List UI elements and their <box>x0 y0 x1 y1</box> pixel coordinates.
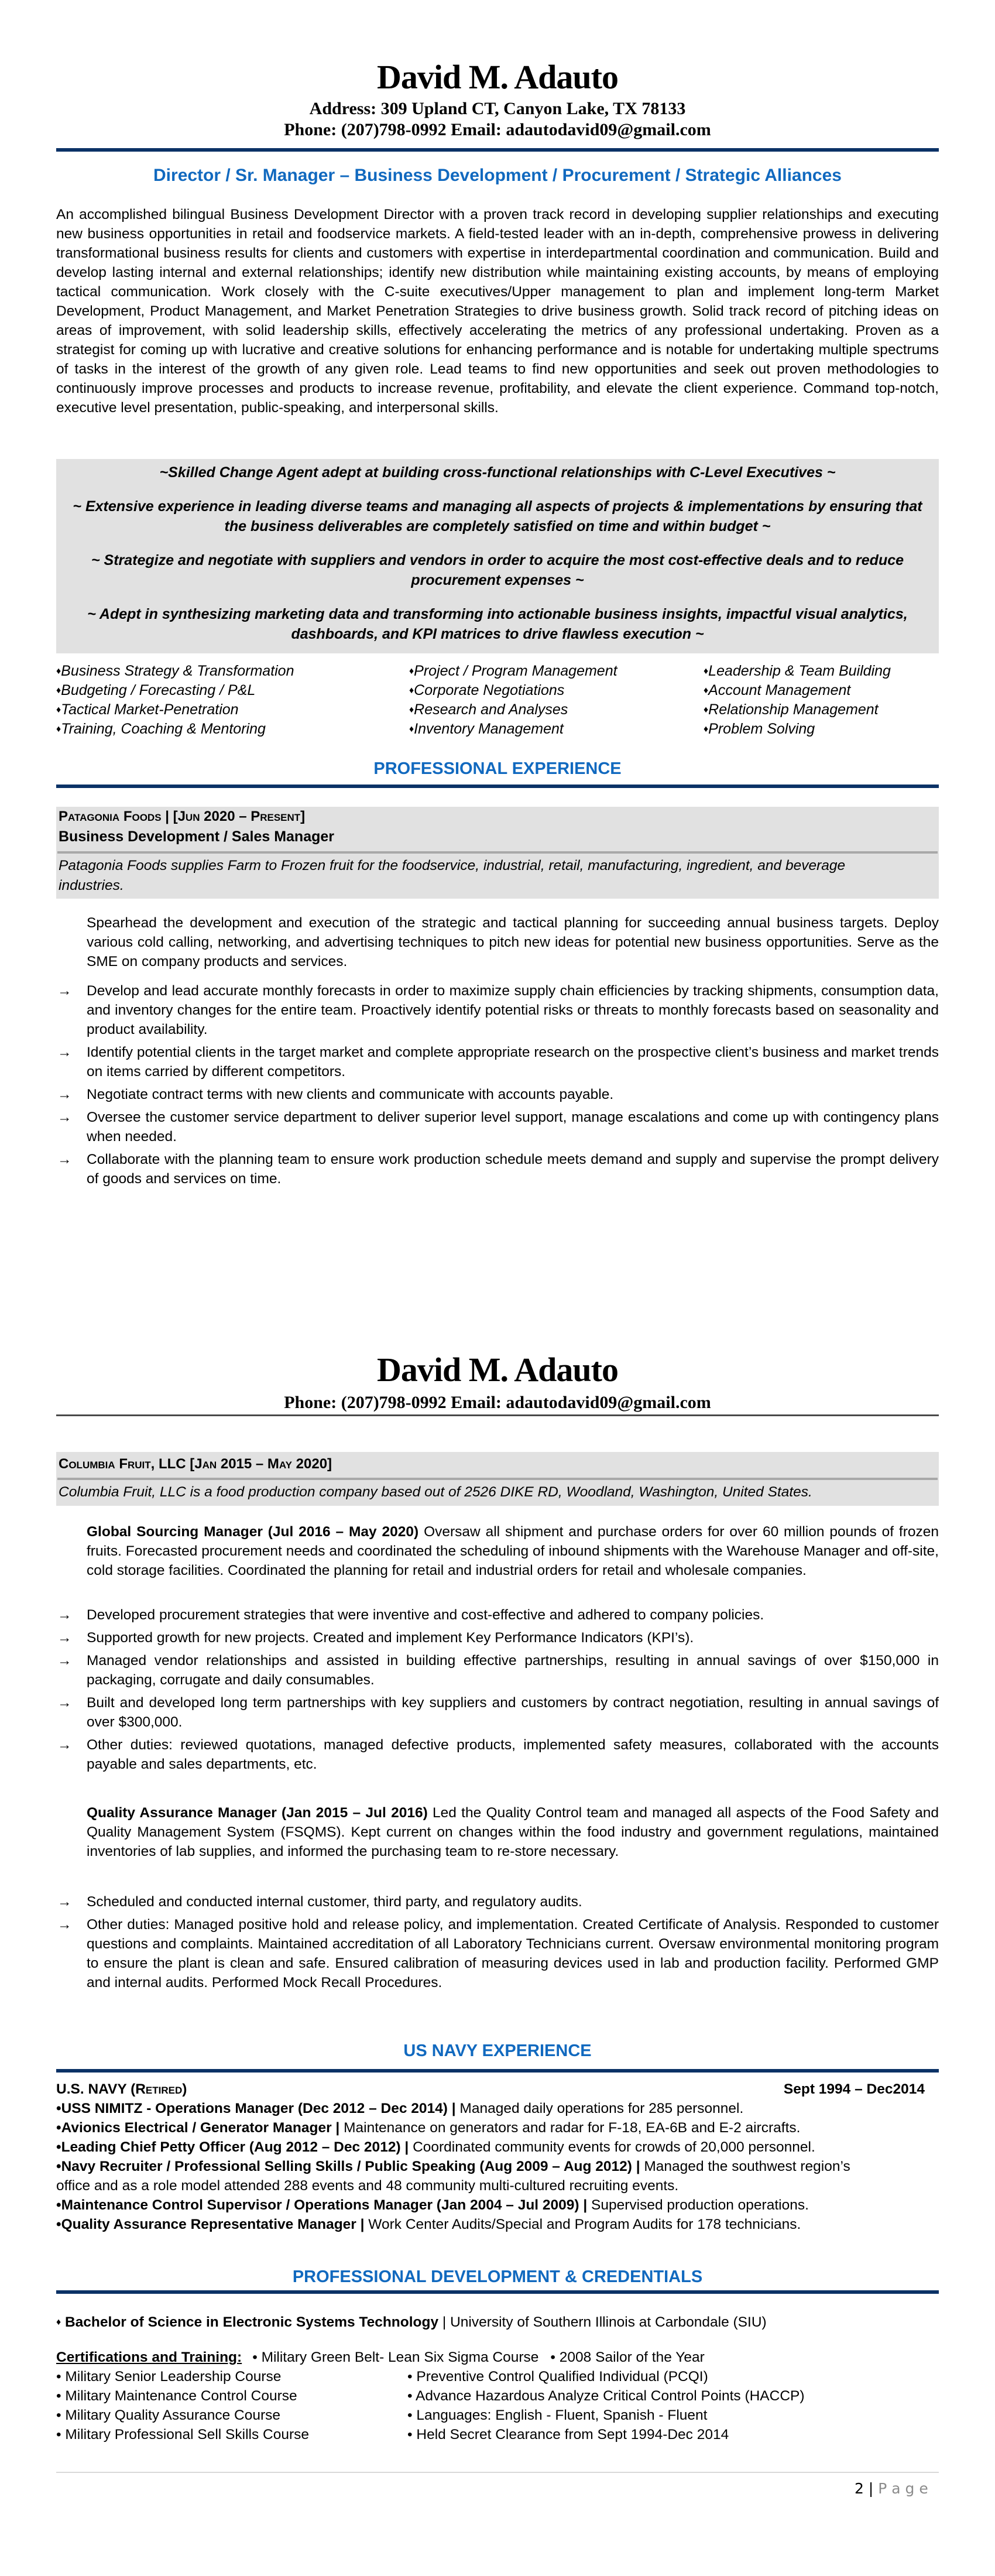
navy-item: •Quality Assurance Representative Manager | Work Center Audits/Special and Program Audits for 178 technicians. <box>56 2217 801 2232</box>
degree: Bachelor of Science in Electronic Systems Technology <box>64 2314 439 2330</box>
skill-item: ♦ Research and Analyses <box>409 700 704 720</box>
arrow-icon: → <box>57 1087 72 1102</box>
bullet-item: → Develop and lead accurate monthly forecasts in order to maximize supply chain efficiencies by tracking shipments, consumption data, and inventory changes for the entire team. Proactively identify potential risks or threats to monthly forecasts based on seasonality and product availability. <box>56 981 939 1039</box>
cert-row: • Military Professional Sell Skills Course • Held Secret Clearance from Sept 1994-Dec 2014 <box>56 2427 729 2443</box>
education-line <box>56 2313 939 2332</box>
cert-row: • Military Quality Assurance Course • Languages: English - Fluent, Spanish - Fluent <box>56 2407 708 2423</box>
skill-item: ♦ Budgeting / Forecasting / P&L <box>56 681 409 700</box>
section-divider <box>56 2290 939 2294</box>
arrow-icon: → <box>57 1607 72 1623</box>
arrow-icon: → <box>57 1044 72 1060</box>
arrow-icon: → <box>57 1630 72 1646</box>
patagonia-bullets <box>56 981 939 1192</box>
bullet-item: → Supported growth for new projects. Created and implement Key Performance Indicators (KPI’s). <box>56 1628 939 1647</box>
navy-item: •Maintenance Control Supervisor / Operations Manager (Jan 2004 – Jul 2009) | Supervised production operations. <box>56 2197 809 2213</box>
arrow-icon: → <box>57 1917 72 1933</box>
navy-item: •USS NIMITZ - Operations Manager (Dec 2012 – Dec 2014) | Managed daily operations for 285 personnel. <box>56 2101 744 2116</box>
navy-item: •Leading Chief Petty Officer (Aug 2012 – Dec 2012) | Coordinated community events for crowds of 20,000 personnel. <box>56 2139 815 2155</box>
arrow-icon: → <box>57 1695 72 1711</box>
job-title: Quality Assurance Manager (Jan 2015 – Jul 2016) <box>87 1805 428 1821</box>
company-name-dates: Columbia Fruit, LLC [Jan 2015 – May 2020] <box>59 1456 332 1472</box>
skill-item: ♦ Corporate Negotiations <box>409 681 704 700</box>
navy-header <box>56 2080 939 2099</box>
gsm-bullets <box>56 1605 939 1777</box>
cert-item: • Military Green Belt- Lean Six Sigma Course <box>252 2349 539 2365</box>
qam-bullets <box>56 1892 939 1996</box>
section-title-experience: PROFESSIONAL EXPERIENCE <box>373 759 622 778</box>
patagonia-header-box <box>56 807 939 899</box>
patagonia-intro: Spearhead the development and execution of the strategic and tactical planning for succeeding annual business targets. Deploy various cold calling, networking, and advertising techniques to pitch new ideas for potential new business opportunities. Serve as the SME on company products and services. <box>87 915 939 970</box>
skill-item: ♦ Problem Solving <box>704 720 891 739</box>
job-title: Business Development / Sales Manager <box>59 828 335 845</box>
page-label: P a g e <box>878 2480 928 2497</box>
footer-divider <box>56 2472 939 2473</box>
skills-column-2 <box>409 662 704 739</box>
cert-row: • Military Senior Leadership Course • Preventive Control Qualified Individual (PCQI) <box>56 2369 708 2385</box>
bullet-item: → Collaborate with the planning team to ensure work production schedule meets demand and supply and supervise the prompt delivery of goods and services on time. <box>56 1150 939 1188</box>
tagline: ~Skilled Change Agent adept at building cross-functional relationships with C-Level Executives ~ <box>159 464 836 481</box>
page-footer: 2 | P a g e <box>855 2480 928 2497</box>
arrow-icon: → <box>57 1152 72 1167</box>
job-title: Global Sourcing Manager (Jul 2016 – May 2020) <box>87 1524 419 1540</box>
school: | University of Southern Illinois at Carbondale (SIU) <box>438 2314 767 2330</box>
skill-item: ♦ Inventory Management <box>409 720 704 739</box>
bullet-item: → Built and developed long term partnerships with key suppliers and customers by contract negotiation, resulting in annual savings of over $300,000. <box>56 1693 939 1732</box>
certifications <box>56 2348 939 2444</box>
company-description: Columbia Fruit, LLC is a food production company based out of 2526 DIKE RD, Woodland, Washington, United States. <box>59 1484 812 1500</box>
tagline: ~ Extensive experience in leading diverse teams and managing all aspects of projects & implementations by ensuring that the business deliverables are completely satisfied on time and within budget ~ <box>73 498 922 535</box>
section-divider <box>56 785 939 788</box>
candidate-name: David M. Adauto <box>376 58 618 96</box>
core-skills <box>56 662 939 739</box>
skill-item: ♦ Relationship Management <box>704 700 891 720</box>
arrow-icon: → <box>57 1653 72 1669</box>
bullet-item: → Other duties: Managed positive hold and release policy, and implementation. Created Certificate of Analysis. Responded to customer questions and complaints. Maintained accreditation of all Laboratory Technicians current. Oversaw environmental monitoring program to ensure the plant is clean and safe. Ensured calibration of measuring devices used in lab and production facility. Performed GMP and internal audits. Performed Mock Recall Procedures. <box>56 1915 939 1992</box>
columbia-header-box <box>56 1452 939 1506</box>
skills-column-3 <box>704 662 891 739</box>
cert-row: • Military Maintenance Control Course • Advance Hazardous Analyze Critical Control Points (HACCP) <box>56 2388 805 2404</box>
professional-summary: An accomplished bilingual Business Development Director with a proven track record in developing supplier relationships and executing new business opportunities in retail and foodservice markets. A field-tested leader with an in-depth, comprehensive prowess in delivering transformational business results for clients and customers with expertise in interdepartmental coordination and communication. Build and develop lasting internal and external relationships; identify new distribution while maintaining existing accounts, by means of employing tactical communication. Work closely with the C-suite executives/Upper management to plan and implement long-term Market Development, Product Management, and Market Penetration Strategies to drive business growth. Solid track record of pitching ideas on areas of improvement, with solid leadership skills, effectively accelerating the metrics of any professional undertaking. Proven as a strategist for coming up with lucrative and creative solutions for enhancing performance and is notable for undertaking multiple spectrums of tasks in the interest of the growth of any given role. Lead teams to find new opportunities and seek out proven methodologies to continuously improve processes and products to increase revenue, profitability, and elevate the client experience. Command top-notch, executive level presentation, public-speaking, and interpersonal skills. <box>56 207 939 416</box>
section-divider <box>56 2069 939 2073</box>
skill-item: ♦ Training, Coaching & Mentoring <box>56 720 409 739</box>
diamond-bullet-icon: ♦ <box>56 2317 61 2327</box>
skills-column-1 <box>56 662 409 739</box>
bullet-item: → Scheduled and conducted internal customer, third party, and regulatory audits. <box>56 1892 939 1912</box>
tagline: ~ Strategize and negotiate with suppliers and vendors in order to acquire the most cost-effective deals and to reduce procurement expenses ~ <box>91 552 904 588</box>
cert-header-row <box>56 2348 939 2367</box>
navy-item: •Avionics Electrical / Generator Manager | Maintenance on generators and radar for F-18, EA-6B and E-2 aircrafts. <box>56 2120 801 2136</box>
tagline-box <box>56 459 939 653</box>
bullet-item: → Other duties: reviewed quotations, managed defective products, implemented safety measures, collaborated with the accounts payable and sales departments, etc. <box>56 1735 939 1774</box>
navy-dates: Sept 1994 – Dec2014 <box>783 2081 925 2097</box>
company-divider <box>57 1478 938 1480</box>
cert-label: Certifications and Training: <box>56 2349 242 2365</box>
cert-item: • 2008 Sailor of the Year <box>550 2349 705 2365</box>
skill-item: ♦ Tactical Market-Penetration <box>56 700 409 720</box>
arrow-icon: → <box>57 1109 72 1125</box>
navy-experience <box>56 2080 939 2234</box>
skill-item: ♦ Account Management <box>704 681 891 700</box>
header-divider <box>56 1414 939 1416</box>
candidate-name: David M. Adauto <box>376 1351 618 1389</box>
bullet-item: → Managed vendor relationships and assisted in building effective partnerships, resulting in annual savings of over $150,000 in packaging, corrugate and daily consumables. <box>56 1651 939 1690</box>
navy-item: •Navy Recruiter / Professional Selling Skills / Public Speaking (Aug 2009 – Aug 2012) | Managed the southwest region’s office and as a role model attended 288 events and 48 community multi-cultured recruiting events. <box>56 2159 850 2194</box>
arrow-icon: → <box>57 1737 72 1753</box>
bullet-item: → Oversee the customer service department to deliver superior level support, manage escalations and come up with contingency plans when needed. <box>56 1108 939 1146</box>
company-name-dates: Patagonia Foods | [Jun 2020 – Present] <box>59 809 306 824</box>
headline: Director / Sr. Manager – Business Development / Procurement / Strategic Alliances <box>153 166 842 185</box>
resume-header <box>56 59 939 141</box>
company-divider <box>57 851 938 854</box>
company-description: Patagonia Foods supplies Farm to Frozen fruit for the foodservice, industrial, retail, manufacturing, ingredient, and beverage industries. <box>59 858 846 893</box>
gsm-description: Global Sourcing Manager (Jul 2016 – May 2020) Oversaw all shipment and purchase orders for over 60 million pounds of frozen fruits. Forecasted procurement needs and coordinated the scheduling of inbound shipments with the Warehouse Manager and off-site, cold storage facilities. Coordinated the planning for retail and industrial orders for retail and wholesale companies. <box>87 1524 939 1578</box>
arrow-icon: → <box>57 983 72 999</box>
resume-header-page2 <box>56 1351 939 1413</box>
skill-item: ♦ Leadership & Team Building <box>704 662 891 681</box>
bullet-item: → Developed procurement strategies that were inventive and cost-effective and adhered to company policies. <box>56 1605 939 1625</box>
tagline: ~ Adept in synthesizing marketing data and transforming into actionable business insights, impactful visual analytics, dashboards, and KPI matrices to drive flawless execution ~ <box>87 606 908 642</box>
bullet-item: → Identify potential clients in the target market and complete appropriate research on the prospective client’s business and market trends on items carried by different competitors. <box>56 1043 939 1081</box>
section-title-navy: US NAVY EXPERIENCE <box>403 2041 592 2060</box>
section-title-credentials: PROFESSIONAL DEVELOPMENT & CREDENTIALS <box>292 2267 703 2286</box>
skill-item: ♦ Project / Program Management <box>409 662 704 681</box>
contact-line: Phone: (207)798-0992 Email: adautodavid09@gmail.com <box>284 1393 711 1412</box>
arrow-icon: → <box>57 1894 72 1910</box>
navy-org: U.S. NAVY (Retired) <box>56 2081 187 2097</box>
contact-line: Phone: (207)798-0992 Email: adautodavid09@gmail.com <box>284 120 711 139</box>
qam-description: Quality Assurance Manager (Jan 2015 – Jul 2016) Led the Quality Control team and managed all aspects of the Food Safety and Quality Management System (FSQMS). Kept current on changes within the food industry and government regulations, maintained inventories of lab supplies, and informed the purchasing team to re-store necessary. <box>87 1805 939 1859</box>
header-divider <box>56 148 939 152</box>
address-line: Address: 309 Upland CT, Canyon Lake, TX 78133 <box>309 99 686 118</box>
page-number: 2 <box>855 2480 864 2497</box>
bullet-item: → Negotiate contract terms with new clients and communicate with accounts payable. <box>56 1085 939 1104</box>
skill-item: ♦ Business Strategy & Transformation <box>56 662 409 681</box>
